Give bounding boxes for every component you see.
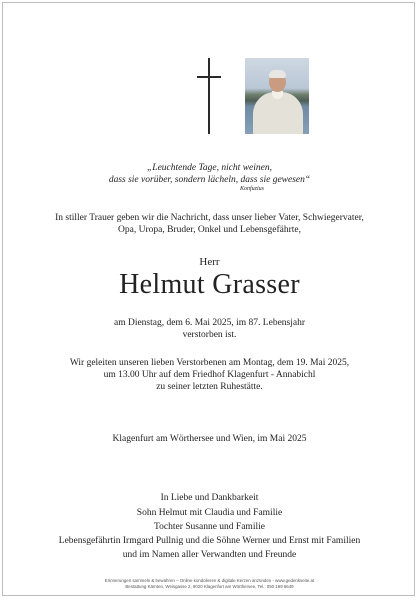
signatory-line-5: und im Namen aller Verwandten und Freunde <box>122 550 297 560</box>
signatory-line-3: Tochter Susanne und Familie <box>154 522 265 532</box>
quote-line-2: dass sie vorüber, sondern lächeln, dass sie gewesen“ <box>108 175 311 185</box>
signatory-line-1: In Liebe und Dankbarkeit <box>160 493 259 503</box>
funeral-line-3: zu seiner letzten Ruhestätte. <box>156 382 263 392</box>
footer-line-2: Bestattung Kärnten, Weisgasse 2, 9020 Klagenfurt am Wörthersee, Tel.: 050 199 6649 <box>125 584 294 589</box>
footer-line-1: Erinnerungen sammeln & bewahren – Online kondolieren & digitale Kerzen anzünden - www.gedenkseite.at <box>104 578 315 583</box>
funeral-line-2: um 13.00 Uhr auf dem Friedhof Klagenfurt - Annabichl <box>103 370 316 380</box>
salutation: Herr <box>199 256 220 268</box>
quote-line-1: „Leuchtende Tage, nicht weinen, <box>147 163 272 173</box>
intro-line-1: In stiller Trauer geben wir die Nachricht, dass unser lieber Vater, Schwiegervater, <box>55 213 364 223</box>
death-line-2: verstorben ist. <box>182 330 237 340</box>
funeral-line-1: Wir geleiten unseren lieben Verstorbenen am Montag, dem 19. Mai 2025, <box>69 358 350 368</box>
portrait-photo <box>245 58 309 134</box>
signatory-line-4: Lebensgefährtin Irmgard Pullnig und die Söhne Werner und Ernst mit Familien <box>58 536 361 546</box>
signatory-line-2: Sohn Helmut mit Claudia und Familie <box>136 508 283 518</box>
deceased-name: Helmut Grasser <box>119 269 300 300</box>
intro-line-2: Opa, Uropa, Bruder, Onkel und Lebensgefährte, <box>118 225 301 235</box>
cross-icon <box>197 58 221 134</box>
death-line-1: am Dienstag, dem 6. Mai 2025, im 87. Lebensjahr <box>113 318 306 328</box>
quote-author: Konfuzius <box>240 186 265 192</box>
place-date: Klagenfurt am Wörthersee und Wien, im Mai 2025 <box>112 434 307 444</box>
